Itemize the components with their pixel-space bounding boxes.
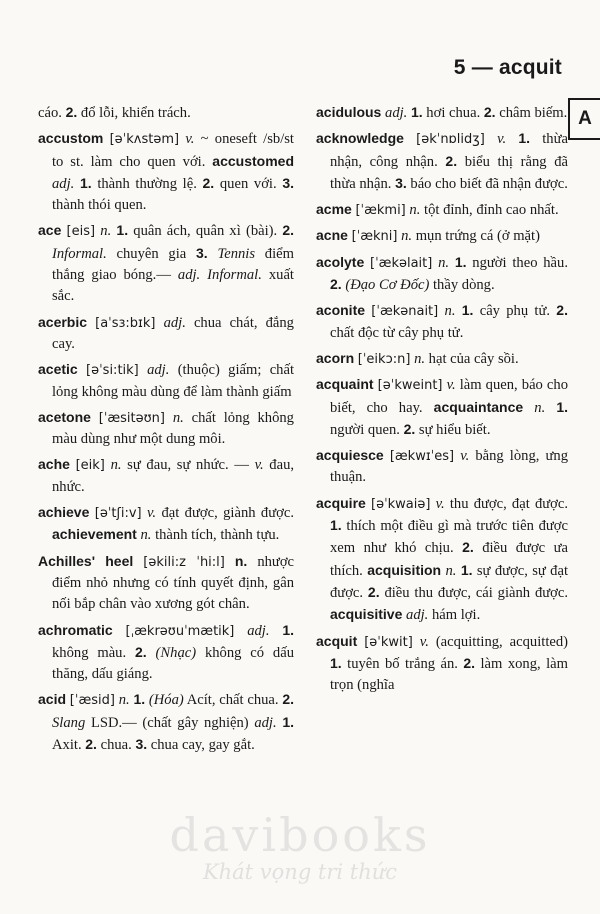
italic-text: v. [497, 131, 507, 148]
bold-text: 1. [282, 621, 294, 638]
left-column [38, 102, 294, 760]
dictionary-entry [316, 493, 568, 627]
bold-text: 3. [196, 244, 208, 261]
italic-text: n. [438, 254, 450, 271]
alphabet-tab: A [568, 98, 600, 140]
italic-text: n. [534, 399, 546, 416]
dictionary-entry [38, 102, 294, 124]
bold-text: 1. [460, 561, 473, 578]
italic-text: adj. Informal. [177, 267, 262, 284]
dictionary-entry [316, 225, 568, 247]
bold-text: 1. [330, 517, 342, 534]
pronunciation: [eik] [75, 458, 105, 474]
pronunciation: [əˈkwit] [364, 634, 413, 650]
definition-text [165, 410, 173, 426]
italic-text: n. [100, 223, 112, 240]
dictionary-entry [38, 359, 294, 403]
definition-text: chất lỏng không màu dùng như một dung môi. [52, 409, 294, 448]
pronunciation: [aˈsɜ:bɪk] [95, 315, 156, 331]
definition-text: thành thói quen. [52, 197, 147, 214]
definition-text [78, 362, 86, 378]
definition-text: ~ oneseft /sb/st to st. làm cho quen với. [52, 131, 294, 170]
definition-text [225, 554, 235, 570]
definition-text: sự đau, sự nhức. — [121, 457, 255, 474]
definition-text: thu được, đạt được. [444, 495, 568, 512]
definition-text: đau, nhức. [52, 457, 295, 495]
dictionary-entry [316, 300, 568, 344]
pronunciation: [eis] [66, 224, 96, 240]
dictionary-entry [38, 407, 294, 451]
italic-text: v. [185, 131, 195, 148]
bold-text: 2. [85, 736, 97, 753]
pronunciation: [əˈtʃi:v] [94, 506, 142, 522]
bold-text: 2. [282, 222, 295, 239]
definition-text [485, 131, 497, 147]
headword: acquaint [316, 376, 374, 393]
bold-text: achievement [52, 526, 137, 543]
italic-text: v. [254, 457, 264, 474]
pronunciation: [əˈkwaiə] [371, 496, 431, 512]
italic-text: n. [409, 202, 421, 219]
bold-text: 1. [116, 222, 129, 239]
headword: acidulous [316, 104, 382, 120]
definition-text: sự được, sự đạt được. [330, 562, 569, 601]
pronunciation: [ækwɪˈes] [389, 449, 455, 465]
dictionary-entry [316, 348, 568, 370]
italic-text: v. [460, 448, 470, 465]
bold-text: 2. [134, 643, 147, 660]
italic-text: (Đạo Cơ Đốc) [345, 277, 430, 294]
definition-text: chua. [96, 737, 136, 754]
italic-text: n. [401, 228, 413, 245]
italic-text: adj. [163, 314, 186, 331]
italic-text: adj. [254, 714, 277, 731]
definition-text: chuyên gia [106, 245, 196, 262]
italic-text: v. [446, 377, 456, 394]
bold-text: 1. [133, 691, 146, 708]
page-header: 5 — acquit [453, 56, 562, 79]
bold-text: 1. [330, 654, 342, 671]
definition-text: quân ách, quân xì (bài). [128, 223, 283, 240]
definition-text: hám lợi. [428, 607, 481, 624]
italic-text: n. [118, 692, 130, 709]
italic-text: adj. [406, 607, 429, 624]
definition-text [87, 315, 95, 331]
definition-text: mụn trứng cá (ở mặt) [412, 228, 540, 245]
pronunciation: [ˈækənait] [371, 304, 439, 320]
pronunciation: [ˈækni] [351, 229, 398, 245]
pronunciation: [əˈkweint] [377, 378, 443, 394]
definition-text: làm xong, làm trọn (nghĩa [330, 655, 568, 694]
dictionary-entry [38, 220, 294, 307]
pronunciation: [əkili:z ˈhi:l] [143, 554, 225, 570]
definition-text: hạt của cây sồi. [425, 350, 519, 367]
headword: acetone [38, 408, 91, 425]
definition-text [147, 645, 156, 661]
definition-text: người quen. [330, 421, 404, 438]
dictionary-entry [38, 312, 294, 356]
italic-text: n. [414, 350, 426, 367]
headword: acknowledge [316, 130, 404, 147]
bold-text: 3. [135, 736, 148, 753]
definition-text: cáo. [38, 105, 66, 121]
dictionary-entry [38, 502, 294, 547]
definition-text: đạt được, giành được. [156, 505, 294, 522]
italic-text: adj. [147, 362, 170, 379]
pronunciation: [əˈsi:tik] [86, 363, 139, 379]
bold-text: 2. [403, 420, 416, 437]
headword: acolyte [316, 253, 365, 270]
italic-text: v. [419, 633, 429, 650]
bold-text: n. [234, 552, 248, 569]
headword: acid [38, 691, 67, 708]
bold-text: 2. [556, 302, 568, 319]
definition-text: hơi chua. [422, 105, 484, 121]
bold-text: 1. [79, 174, 92, 191]
pronunciation: [əkˈnɒlidʒ] [416, 132, 485, 148]
headword: ache [38, 456, 70, 473]
definition-text [404, 131, 416, 147]
bold-text: 1. [518, 130, 531, 147]
pronunciation: [ˈækmi] [355, 203, 406, 219]
pronunciation: [ˈæsid] [69, 693, 115, 709]
italic-text: adj. [247, 622, 270, 639]
definition-text: LSD.— (chất gây nghiện) [85, 714, 255, 731]
definition-text: quen với. [214, 175, 283, 192]
definition-text: chua cay, gay gắt. [147, 737, 255, 754]
definition-text: châm biếm. [495, 105, 568, 121]
italic-text: (Hóa) [148, 692, 184, 709]
headword: acne [316, 227, 348, 244]
bold-text: 2. [282, 691, 295, 708]
definition-text: xuất sắc. [52, 267, 294, 305]
dictionary-entry [316, 102, 568, 124]
bold-text: 2. [462, 539, 474, 556]
bold-text: 1. [461, 302, 474, 319]
definition-text: báo cho biết đã nhận được. [406, 175, 568, 192]
definition-text: sự hiểu biết. [415, 421, 491, 438]
headword: acquit [316, 632, 358, 649]
italic-text: (Nhạc) [155, 644, 197, 661]
dictionary-entry [316, 199, 568, 221]
headword: acquiesce [316, 447, 384, 464]
bold-text: 1. [410, 104, 423, 120]
dictionary-entry [316, 252, 568, 297]
bold-text: 1. [556, 398, 569, 415]
italic-text: n. [445, 562, 457, 579]
bold-text: acquaintance [433, 398, 524, 415]
dictionary-entry [316, 128, 568, 195]
headword: acorn [316, 349, 355, 366]
definition-text: điều thu được, cái giành được. [379, 584, 568, 601]
italic-text: v. [435, 495, 445, 512]
italic-text: Tennis [217, 245, 256, 262]
italic-text: n. [110, 457, 122, 474]
definition-text: (acquitting, acquitted) [428, 633, 569, 650]
definition-text [208, 246, 218, 262]
definition-text: (thuộc) giấm; chất lỏng không màu dùng để làm thành giấm [52, 362, 295, 400]
bold-text: 2. [330, 276, 342, 293]
definition-text: điểm thắng giao bóng.— [52, 245, 294, 284]
bold-text: 1. [454, 253, 467, 270]
bold-text: 1. [282, 713, 294, 730]
definition-text: làm quen, báo cho biết, cho hay. [330, 377, 569, 416]
definition-text [156, 315, 164, 331]
definition-text: Acít, chất chua. [183, 692, 283, 709]
definition-text: bằng lòng, ưng thuận. [330, 448, 568, 486]
definition-text [91, 410, 99, 426]
pronunciation: [əˈkʌstəm] [109, 132, 180, 148]
definition-text: đổ lỗi, khiển trách. [77, 105, 191, 121]
dictionary-entry [38, 551, 294, 616]
italic-text: n. [172, 409, 184, 426]
italic-text: adj. [52, 175, 75, 192]
bold-text: accustomed [212, 152, 294, 169]
watermark-slogan: Khát vọng tri thức [202, 860, 398, 884]
dictionary-entry [38, 620, 294, 686]
bold-text: 2. [445, 152, 458, 169]
headword: Achilles' heel [38, 552, 134, 569]
definition-text: tột đỉnh, đỉnh cao nhất. [420, 202, 559, 219]
definition-text: nhược điểm nhỏ nhưng có tính quyết định, gân nối bắp chân vào xương gót chân. [52, 553, 295, 613]
italic-text: Informal. [52, 245, 107, 262]
bold-text: 2. [367, 583, 380, 600]
headword: achromatic [38, 621, 113, 638]
italic-text: adj. [385, 105, 408, 121]
pronunciation: [ˈækəlait] [370, 255, 433, 271]
dictionary-entry [316, 631, 568, 697]
definition-text: thích một điều gì mà trước tiên được xem như khó chịu. [330, 518, 568, 557]
italic-text: n. [140, 527, 152, 544]
bold-text: 3. [282, 174, 294, 191]
bold-text: acquisition [367, 561, 442, 578]
headword: acetic [38, 361, 78, 378]
definition-text: tuyên bố trắng án. [341, 655, 464, 672]
bold-text: 2. [483, 104, 496, 120]
bold-text: 2. [463, 654, 476, 671]
bold-text: 2. [65, 104, 78, 120]
definition-text: không màu. [52, 644, 135, 661]
pronunciation: [ˈæsitəʊn] [98, 410, 165, 426]
headword: acerbic [38, 313, 88, 330]
italic-text: n. [444, 303, 456, 320]
definition-text: thầy dòng. [429, 277, 495, 294]
italic-text: v. [147, 505, 157, 522]
definition-text: thành tích, thành tựu. [151, 527, 280, 544]
definition-text [139, 362, 147, 378]
dictionary-entry [38, 689, 294, 756]
watermark-brand: davibooks [169, 808, 431, 862]
headword: accustom [38, 130, 104, 147]
definition-text: điều được ưa thích. [330, 540, 568, 579]
definition-text: cây phụ tử. [473, 303, 557, 320]
definition-text: Axit. [52, 737, 86, 754]
definition-text: người theo hầu. [466, 254, 568, 271]
pronunciation: [ˈeikɔ:n] [357, 351, 411, 367]
bold-text: 3. [395, 174, 407, 191]
pronunciation: [ˌækrəʊuˈmætik] [125, 623, 235, 639]
headword: acquire [316, 494, 366, 511]
right-column [316, 102, 568, 700]
dictionary-entry [316, 374, 568, 441]
definition-text: thừa nhận, công nhận. [330, 131, 568, 170]
definition-text [133, 554, 143, 570]
definition-text: chất độc từ cây phụ tử. [330, 324, 464, 341]
headword: aconite [316, 302, 366, 319]
bold-text: 2. [202, 174, 215, 191]
definition-text: không có dấu thăng, dấu giáng. [52, 644, 294, 683]
definition-text: thành thường lệ. [91, 175, 203, 192]
headword: acme [316, 201, 352, 218]
headword: achieve [38, 504, 90, 521]
definition-text: biểu thị rằng đã thừa nhận. [330, 153, 568, 192]
italic-text: Slang [52, 714, 86, 731]
bold-text: acquisitive [330, 606, 403, 623]
definition-text [523, 400, 534, 416]
definition-text [506, 131, 518, 147]
dictionary-entry [38, 128, 294, 216]
definition-text [234, 623, 247, 639]
definition-text: chua chát, đắng cay. [52, 314, 294, 352]
definition-text [113, 623, 126, 639]
definition-text [545, 400, 556, 416]
definition-text [413, 634, 420, 650]
dictionary-entry [316, 445, 568, 489]
dictionary-entry [38, 454, 294, 498]
headword: ace [38, 222, 62, 239]
definition-text [270, 623, 283, 639]
